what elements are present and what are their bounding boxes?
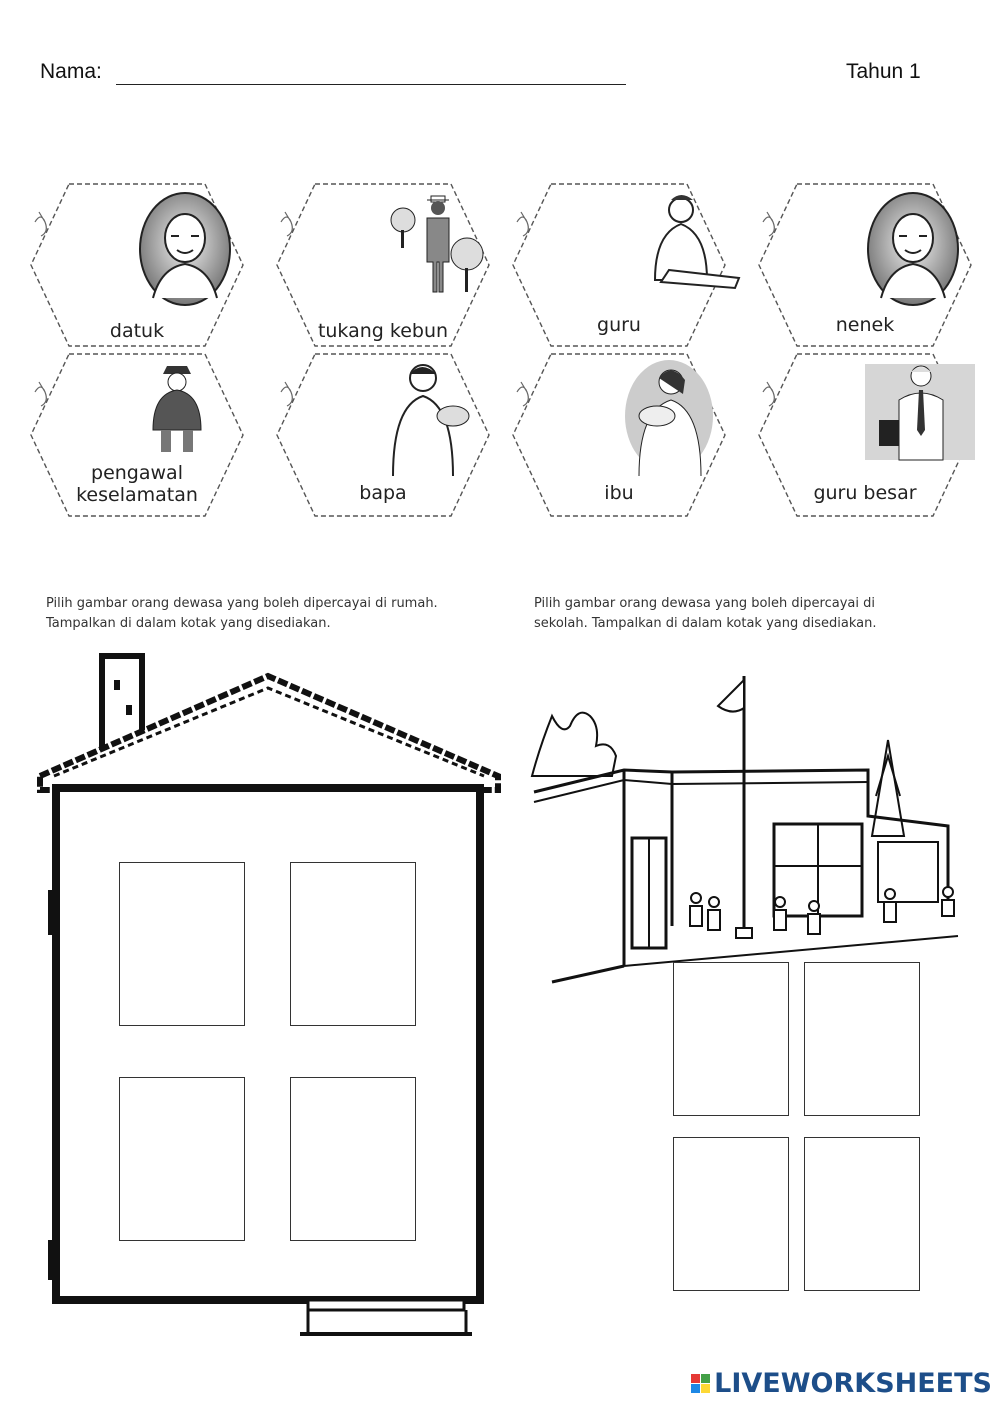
home-drop-box-2[interactable]	[290, 862, 416, 1026]
school-drop-box-4[interactable]	[804, 1137, 920, 1291]
card-label: guru besar	[813, 482, 917, 504]
home-drop-box-1[interactable]	[119, 862, 245, 1026]
school-drop-box-2[interactable]	[804, 962, 920, 1116]
card-pengawal-keselamatan[interactable]	[29, 352, 245, 518]
name-label: Nama:	[40, 60, 102, 83]
house-illustration	[36, 650, 506, 1350]
card-bapa[interactable]	[275, 352, 491, 518]
card-guru[interactable]	[511, 182, 727, 348]
school-instruction-line2: sekolah. Tampalkan di dalam kotak yang disediakan.	[534, 616, 877, 631]
brand-squares-icon	[691, 1374, 710, 1393]
year-label: Tahun 1	[846, 60, 921, 83]
name-input-line[interactable]	[116, 84, 626, 85]
school-instruction	[534, 594, 924, 634]
home-instruction-line2: Tampalkan di dalam kotak yang disediakan.	[46, 616, 331, 631]
card-tukang-kebun[interactable]	[275, 182, 491, 348]
card-nenek[interactable]	[757, 182, 973, 348]
home-instruction	[46, 594, 486, 634]
card-label: tukang kebun	[317, 320, 449, 342]
brand-name: LIVEWORKSHEETS	[714, 1368, 992, 1399]
home-instruction-line1: Pilih gambar orang dewasa yang boleh dipercayai di rumah.	[46, 596, 438, 611]
school-drop-box-1[interactable]	[673, 962, 789, 1116]
school-instruction-line1: Pilih gambar orang dewasa yang boleh dipercayai di	[534, 596, 875, 611]
card-guru-besar[interactable]	[757, 352, 973, 518]
card-label-line2: keselamatan	[76, 484, 198, 506]
home-drop-box-4[interactable]	[290, 1077, 416, 1241]
card-label: datuk	[109, 320, 165, 342]
home-drop-box-3[interactable]	[119, 1077, 245, 1241]
card-label: ibu	[604, 482, 634, 504]
card-label: nenek	[835, 314, 895, 336]
school-illustration	[528, 666, 968, 986]
card-label	[29, 462, 245, 506]
card-ibu[interactable]	[511, 352, 727, 518]
brand-logo	[691, 1368, 992, 1399]
card-datuk[interactable]	[29, 182, 245, 348]
card-label: bapa	[359, 482, 407, 504]
card-label: guru	[597, 314, 641, 336]
card-label-line1: pengawal	[91, 462, 183, 484]
school-drop-box-3[interactable]	[673, 1137, 789, 1291]
